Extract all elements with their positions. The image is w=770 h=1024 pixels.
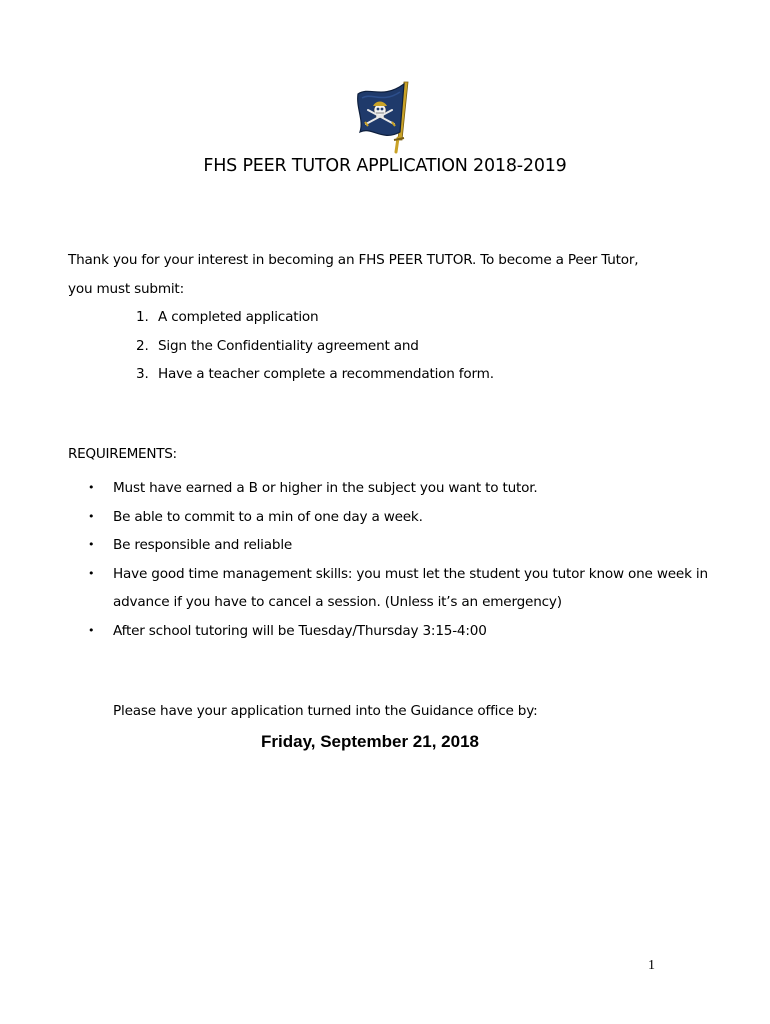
list-item-text: Must have earned a B or higher in the subject you want to tutor. xyxy=(113,480,538,496)
document-title: FHS PEER TUTOR APPLICATION 2018-2019 xyxy=(203,156,567,176)
list-item-text: Sign the Confidentiality agreement and xyxy=(158,337,419,354)
intro-line: Thank you for your interest in becoming an FHS PEER TUTOR. To become a Peer Tutor, xyxy=(68,252,639,268)
intro-paragraph xyxy=(68,246,708,303)
requirements-heading: REQUIREMENTS: xyxy=(68,446,177,462)
list-item xyxy=(88,531,718,560)
requirements-list xyxy=(88,474,718,646)
deadline-instruction: Please have your application turned into the Guidance office by: xyxy=(113,703,538,719)
list-item xyxy=(88,560,718,617)
list-number: 2. xyxy=(136,337,149,354)
list-item xyxy=(88,503,718,532)
list-item xyxy=(88,617,718,646)
list-item-text: A completed application xyxy=(158,309,319,325)
list-item-text: Be able to commit to a min of one day a week. xyxy=(113,508,423,525)
list-number: 3. xyxy=(136,366,149,383)
bullet-icon: • xyxy=(88,566,95,580)
deadline-date: Friday, September 21, 2018 xyxy=(261,732,479,751)
list-item xyxy=(136,303,494,332)
bullet-icon: • xyxy=(88,538,95,552)
bullet-icon: • xyxy=(88,509,95,523)
pirate-flag-logo-icon xyxy=(352,80,416,154)
list-item xyxy=(88,474,718,503)
list-item xyxy=(136,332,494,361)
submit-list xyxy=(136,303,494,389)
bullet-icon: • xyxy=(88,623,95,637)
list-number: 1. xyxy=(136,309,149,325)
list-item-text: After school tutoring will be Tuesday/Thursday 3:15-4:00 xyxy=(113,622,487,639)
list-item-text: Have good time management skills: you must let the student you tutor know one week in advance if you have to cancel a session. (Unless it’s an emergency) xyxy=(113,565,708,611)
list-item xyxy=(136,360,494,389)
bullet-icon: • xyxy=(88,481,95,494)
list-item-text: Have a teacher complete a recommendation form. xyxy=(158,366,494,383)
list-item-text: Be responsible and reliable xyxy=(113,537,293,554)
intro-line: you must submit: xyxy=(68,280,184,297)
page-number: 1 xyxy=(648,958,655,973)
